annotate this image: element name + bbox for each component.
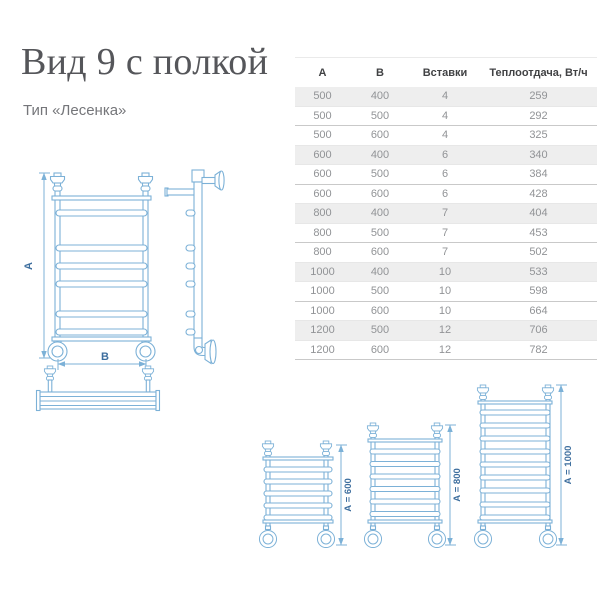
table-cell: 384	[529, 168, 548, 181]
wall-mount-foot	[259, 530, 276, 547]
table-cell: 600	[370, 343, 390, 356]
ladder-front-view	[48, 173, 155, 361]
table-cell: 428	[529, 187, 548, 200]
table-cell: 10	[438, 304, 452, 317]
table-cell: 500	[370, 226, 390, 239]
table-cell: 259	[529, 90, 548, 103]
table-row	[295, 302, 597, 322]
front-view-drawing	[20, 163, 166, 375]
shelf-top-view	[37, 366, 160, 411]
table-cell: 400	[370, 90, 390, 103]
table-cell: 500	[313, 129, 332, 142]
table-cell: 800	[313, 246, 332, 259]
table-cell: 7	[441, 207, 449, 220]
table-cell: 1000	[310, 265, 335, 278]
table-cell: 500	[370, 285, 390, 298]
table-row	[295, 341, 597, 361]
valve-fitting	[44, 366, 55, 380]
table-cell: 404	[529, 207, 548, 220]
table-cell: 6	[441, 148, 449, 161]
table-cell: 400	[370, 148, 390, 161]
table-cell: 598	[529, 285, 548, 298]
table-row	[295, 146, 597, 166]
wall-mount-foot	[364, 530, 381, 547]
table-cell: 600	[313, 148, 332, 161]
table-cell: 600	[370, 304, 390, 317]
table-cell: 600	[370, 187, 390, 200]
spec-table-body	[295, 87, 597, 360]
table-cell: 453	[529, 226, 548, 239]
valve-fitting	[431, 423, 442, 437]
valve-fitting	[367, 423, 378, 437]
table-cell: 6	[441, 168, 449, 181]
table-cell: 782	[529, 343, 548, 356]
wall-mount-foot	[428, 530, 445, 547]
table-cell: 6	[441, 187, 449, 200]
table-cell: 502	[529, 246, 548, 259]
table-row	[295, 243, 597, 263]
table-row	[295, 224, 597, 244]
table-row	[295, 165, 597, 185]
table-cell: 600	[370, 246, 390, 259]
valve-fitting	[142, 366, 153, 380]
valve-fitting	[51, 173, 65, 191]
table-cell: 600	[313, 187, 332, 200]
table-row	[295, 263, 597, 283]
valve-fitting	[542, 385, 553, 399]
ladder-side-view	[165, 170, 224, 364]
table-row	[295, 87, 597, 107]
column-header-a: А	[318, 66, 327, 79]
table-cell: 533	[529, 265, 548, 278]
wall-mount-foot	[317, 530, 334, 547]
table-cell: 10	[438, 265, 452, 278]
table-cell: 500	[313, 90, 332, 103]
table-cell: 664	[529, 304, 548, 317]
table-cell: 400	[370, 207, 390, 220]
table-cell: 12	[438, 343, 452, 356]
wall-mount-foot	[474, 530, 491, 547]
table-cell: 1200	[310, 324, 335, 337]
table-row	[295, 126, 597, 146]
spec-table-header	[295, 58, 597, 87]
ladder-variant-600	[259, 441, 354, 548]
table-cell: 500	[313, 109, 332, 122]
table-cell: 800	[313, 226, 332, 239]
table-cell: 400	[370, 265, 390, 278]
table-row	[295, 185, 597, 205]
size-variants-drawing	[250, 368, 582, 560]
variant-800-dimension-label: А = 800	[452, 468, 463, 502]
table-cell: 600	[313, 168, 332, 181]
column-header-heat-output: Теплоотдача, Вт/ч	[489, 66, 588, 79]
table-cell: 7	[441, 226, 449, 239]
side-view-drawing	[158, 163, 240, 375]
valve-fitting	[139, 173, 153, 191]
variant-1000-dimension-label: А = 1000	[563, 445, 574, 485]
table-row	[295, 282, 597, 302]
dimension-a	[23, 173, 50, 358]
table-cell: 325	[529, 129, 548, 142]
shelf-top-view-drawing	[33, 360, 167, 422]
table-row	[295, 204, 597, 224]
column-header-b: В	[376, 66, 384, 79]
table-cell: 1000	[310, 304, 335, 317]
table-row	[295, 107, 597, 127]
table-cell: 1200	[310, 343, 335, 356]
table-cell: 500	[370, 109, 390, 122]
table-cell: 600	[370, 129, 390, 142]
page-subtitle: Тип «Лесенка»	[23, 102, 127, 119]
variant-600-dimension-label: А = 600	[343, 478, 354, 512]
table-cell: 292	[529, 109, 548, 122]
column-header-inserts: Вставки	[422, 66, 468, 79]
table-cell: 706	[529, 324, 548, 337]
valve-fitting	[262, 441, 273, 455]
ladder-variant-1000	[474, 385, 574, 548]
table-cell: 340	[529, 148, 548, 161]
dimension-a-label: А	[23, 262, 35, 270]
page-title: Вид 9 с полкой	[21, 41, 269, 83]
wall-mount-foot	[539, 530, 556, 547]
table-cell: 12	[438, 324, 452, 337]
table-cell: 4	[441, 109, 449, 122]
ladder-variant-800	[364, 423, 463, 548]
table-cell: 4	[441, 129, 449, 142]
table-cell: 500	[370, 324, 390, 337]
table-cell: 1000	[310, 285, 335, 298]
wall-mount-foot	[48, 342, 67, 361]
dimension-b-label: В	[101, 351, 109, 363]
valve-fitting	[477, 385, 488, 399]
table-cell: 10	[438, 285, 452, 298]
table-cell: 7	[441, 246, 449, 259]
spec-table	[295, 57, 597, 360]
table-cell: 800	[313, 207, 332, 220]
wall-mount-foot	[136, 342, 155, 361]
table-cell: 500	[370, 168, 390, 181]
table-row	[295, 321, 597, 341]
table-cell: 4	[441, 90, 449, 103]
valve-fitting	[320, 441, 331, 455]
